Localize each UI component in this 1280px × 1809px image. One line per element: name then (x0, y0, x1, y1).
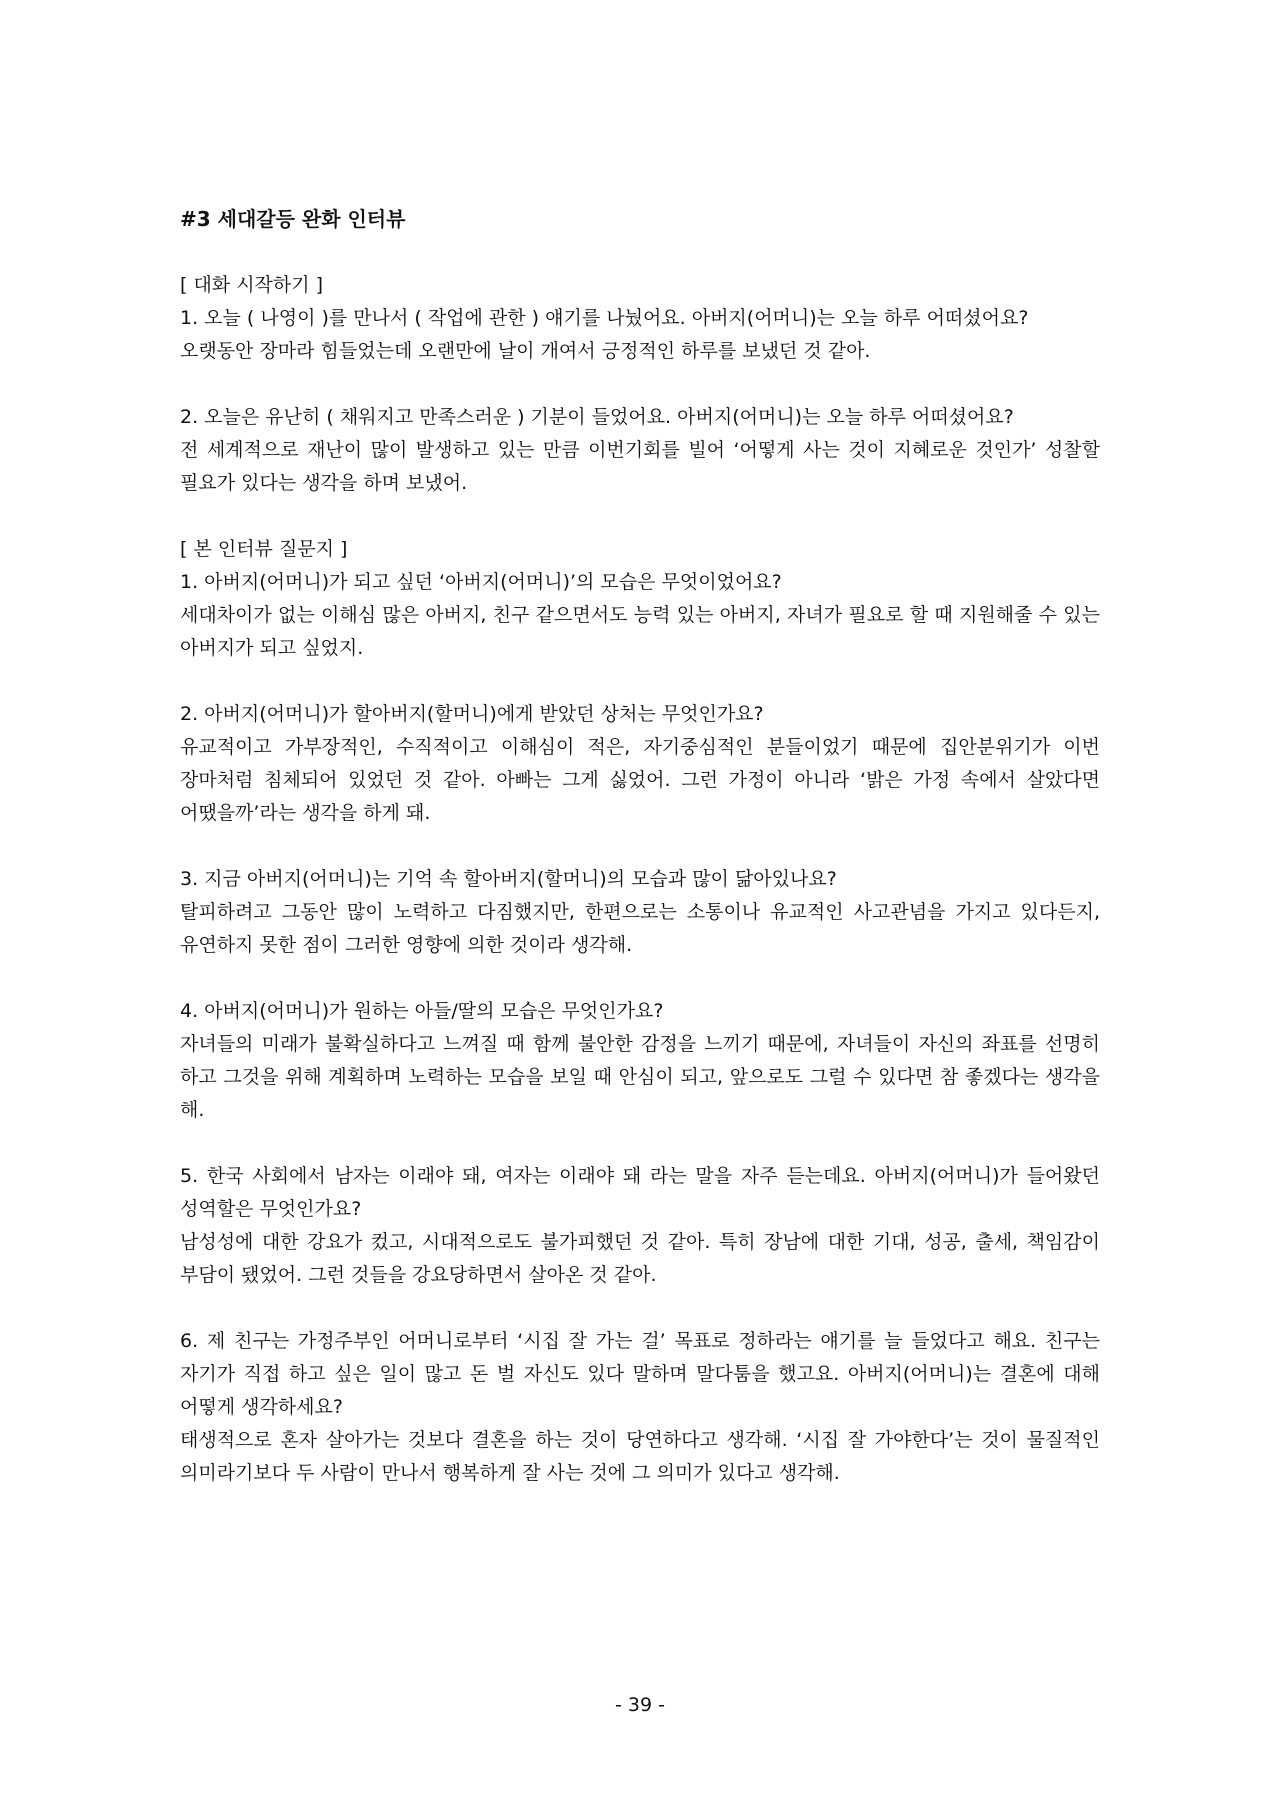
answer-text: 전 세계적으로 재난이 많이 발생하고 있는 만큼 이번기회를 빌어 ‘어떻게 사는 것이 지혜로운 것인가’ 성찰할 필요가 있다는 생각을 하며 보냈어. (180, 439, 1100, 494)
answer-text: 남성성에 대한 강요가 컸고, 시대적으로도 불가피했던 것 같아. 특히 장남에 대한 기대, 성공, 출세, 책임감이 부담이 됐었어. 그런 것들을 강요당하면서 살아온 것 같아. (180, 1231, 1100, 1286)
answer-text: 자녀들의 미래가 불확실하다고 느껴질 때 함께 불안한 감정을 느끼기 때문에, 자녀들이 자신의 좌표를 선명히 하고 그것을 위해 계획하며 노력하는 모습을 보일 때 안심이 되고, 앞으로도 그럴 수 있다면 참 좋겠다는 생각을 해. (180, 1033, 1100, 1121)
qa-item (180, 1325, 1100, 1490)
qa-item (180, 302, 1100, 368)
answer-text: 탈피하려고 그동안 많이 노력하고 다짐했지만, 한편으로는 소통이나 유교적인 사고관념을 가지고 있다든지, 유연하지 못한 점이 그러한 영향에 의한 것이라 생각해. (180, 901, 1100, 956)
section-header-intro: [ 대화 시작하기 ] (180, 274, 324, 296)
qa-item (180, 566, 1100, 665)
document-page (180, 203, 1100, 1490)
page-title: #3 세대갈등 완화 인터뷰 (180, 207, 406, 231)
question-text: 1. 오늘 ( 나영이 )를 만나서 ( 작업에 관한 ) 얘기를 나눴어요. 아버지(어머니)는 오늘 하루 어떠셨어요? (180, 307, 1029, 329)
question-text: 6. 제 친구는 가정주부인 어머니로부터 ‘시집 잘 가는 걸’ 목표로 정하라는 얘기를 늘 들었다고 해요. 친구는 자기가 직접 하고 싶은 일이 많고 돈 벌 자신도 있다 말하며 말다툼을 했고요. 아버지(어머니)는 결혼에 대해 어떻게 생각하세요? (180, 1330, 1100, 1418)
answer-text: 오랫동안 장마라 힘들었는데 오랜만에 날이 개여서 긍정적인 하루를 보냈던 것 같아. (180, 340, 871, 362)
qa-item (180, 698, 1100, 830)
question-text: 5. 한국 사회에서 남자는 이래야 돼, 여자는 이래야 돼 라는 말을 자주 듣는데요. 아버지(어머니)가 들어왔던 성역할은 무엇인가요? (180, 1165, 1100, 1220)
answer-text: 유교적이고 가부장적인, 수직적이고 이해심이 적은, 자기중심적인 분들이었기 때문에 집안분위기가 이번 장마처럼 침체되어 있었던 것 같아. 아빠는 그게 싫었어. 그런 가정이 아니라 ‘밝은 가정 속에서 살았다면 어땠을까’라는 생각을 하게 돼. (180, 736, 1100, 824)
qa-item (180, 1160, 1100, 1292)
answer-text: 세대차이가 없는 이해심 많은 아버지, 친구 같으면서도 능력 있는 아버지, 자녀가 필요로 할 때 지원해줄 수 있는 아버지가 되고 싶었지. (180, 604, 1100, 659)
page-number: - 39 - (615, 1694, 665, 1716)
answer-text: 태생적으로 혼자 살아가는 것보다 결혼을 하는 것이 당연하다고 생각해. ‘시집 잘 가야한다’는 것이 물질적인 의미라기보다 두 사람이 만나서 행복하게 잘 사는 것에 그 의미가 있다고 생각해. (180, 1429, 1100, 1484)
main-interview-section (180, 533, 1100, 1490)
question-text: 4. 아버지(어머니)가 원하는 아들/딸의 모습은 무엇인가요? (180, 1000, 664, 1022)
question-text: 3. 지금 아버지(어머니)는 기억 속 할아버지(할머니)의 모습과 많이 닮아있나요? (180, 868, 837, 890)
intro-section (180, 269, 1100, 500)
question-text: 2. 오늘은 유난히 ( 채워지고 만족스러운 ) 기분이 들었어요. 아버지(어머니)는 오늘 하루 어떠셨어요? (180, 406, 1014, 428)
qa-item (180, 401, 1100, 500)
section-header-main: [ 본 인터뷰 질문지 ] (180, 538, 348, 560)
qa-item (180, 995, 1100, 1127)
qa-item (180, 863, 1100, 962)
question-text: 2. 아버지(어머니)가 할아버지(할머니)에게 받았던 상처는 무엇인가요? (180, 703, 764, 725)
question-text: 1. 아버지(어머니)가 되고 싶던 ‘아버지(어머니)’의 모습은 무엇이었어요? (180, 571, 782, 593)
